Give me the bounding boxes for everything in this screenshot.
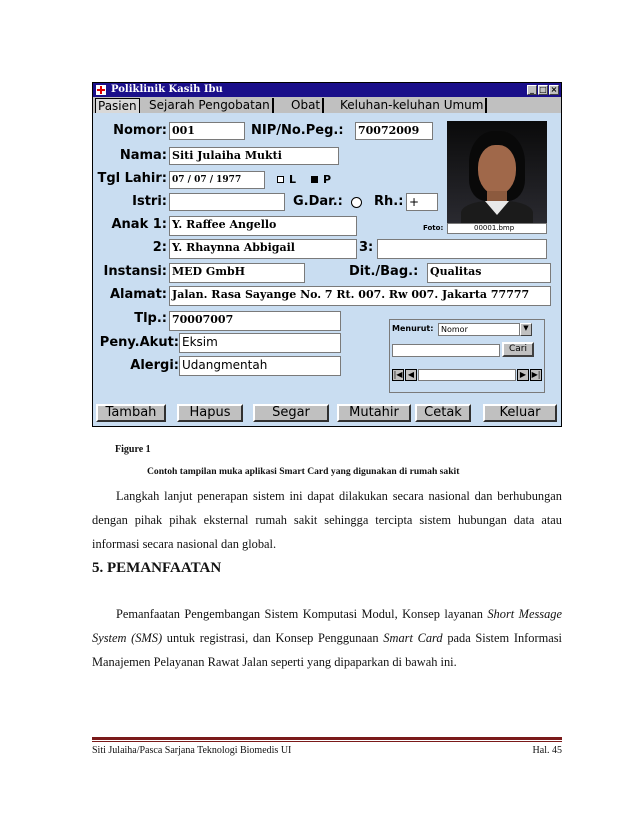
label-alergi: Alergi: — [130, 358, 179, 373]
window-title: Poliklinik Kasih Ibu — [111, 84, 223, 95]
anak3-field[interactable] — [377, 239, 547, 259]
label-nama: Nama: — [119, 148, 167, 163]
mutahir-button[interactable]: Mutahir — [337, 404, 411, 422]
rh-field[interactable]: + — [406, 193, 438, 211]
maximize-button[interactable]: □ — [539, 85, 547, 94]
label-peny-akut: Peny.Akut: — [99, 335, 179, 350]
tgl-lahir-field[interactable]: 07 / 07 / 1977 — [169, 171, 265, 189]
tab-pasien[interactable]: Pasien — [95, 98, 140, 113]
sex-l-checkbox[interactable] — [277, 176, 284, 183]
tab-sejarah-pengobatan[interactable]: Sejarah Pengobatan — [147, 98, 274, 113]
tab-strip — [93, 97, 561, 113]
label-tlp: Tlp.: — [134, 311, 167, 326]
anak2-field[interactable]: Y. Rhaynna Abbigail — [169, 239, 357, 259]
paragraph-1-text: Langkah lanjut penerapan sistem ini dapat dilakukan secara nasional dan berhubungan dengan pihak pihak eksternal rumah sakit sehingga tercipta sistem hubungan data atau informasi secara nasional dan global. — [92, 489, 562, 551]
keluar-button[interactable]: Keluar — [483, 404, 557, 422]
alergi-field[interactable]: Udangmentah — [179, 356, 341, 376]
paragraph-2-italic-smart-card: Smart Card — [383, 631, 443, 645]
label-instansi: Instansi: — [103, 264, 167, 279]
label-anak2: 2: — [152, 240, 167, 255]
minimize-button[interactable]: _ — [527, 85, 537, 95]
label-foto: Foto: — [423, 224, 444, 232]
patient-form — [93, 113, 561, 399]
label-menurut: Menurut: — [392, 324, 434, 333]
footer-page-number: Hal. 45 — [532, 745, 562, 756]
search-panel — [389, 319, 545, 393]
footer-rule — [92, 737, 562, 740]
tambah-button[interactable]: Tambah — [96, 404, 166, 422]
paragraph-1 — [92, 484, 562, 556]
patient-photo — [447, 121, 547, 223]
tab-obat[interactable]: Obat — [289, 98, 324, 113]
chevron-down-icon[interactable]: ▼ — [520, 323, 532, 336]
nama-field[interactable]: Siti Julaiha Mukti — [169, 147, 339, 165]
nomor-field[interactable]: 001 — [169, 122, 245, 140]
label-anak3: 3: — [359, 240, 374, 255]
hapus-button[interactable]: Hapus — [177, 404, 243, 422]
istri-field[interactable] — [169, 193, 285, 211]
paragraph-2-text-2: untuk registrasi, dan Konsep Penggunaan — [162, 631, 384, 645]
sex-p-checkbox[interactable] — [311, 176, 318, 183]
nip-field[interactable]: 70072009 — [355, 122, 433, 140]
cetak-button[interactable]: Cetak — [415, 404, 471, 422]
label-nip: NIP/No.Peg.: — [251, 123, 344, 138]
title-bar — [93, 83, 561, 97]
label-tgl-lahir: Tgl Lahir: — [97, 171, 167, 186]
close-button[interactable]: × — [550, 85, 558, 94]
paragraph-2 — [92, 602, 562, 674]
gdar-radio[interactable] — [351, 197, 362, 208]
label-anak1: Anak 1: — [111, 217, 167, 232]
label-alamat: Alamat: — [109, 287, 167, 302]
alamat-field[interactable]: Jalan. Rasa Sayange No. 7 Rt. 007. Rw 007. Jakarta 77777 — [169, 286, 551, 306]
label-gdar: G.Dar.: — [293, 194, 343, 209]
footer-author: Siti Julaiha/Pasca Sarjana Teknologi Biomedis UI — [92, 745, 292, 756]
section-heading: 5. PEMANFAATAN — [92, 560, 222, 576]
footer-rule-thin — [92, 741, 562, 742]
label-sex-l: L — [289, 173, 297, 186]
label-istri: Istri: — [132, 194, 167, 209]
label-rh: Rh.: — [374, 194, 404, 209]
instansi-field[interactable]: MED GmbH — [169, 263, 305, 283]
foto-file-field[interactable]: 00001.bmp — [447, 223, 547, 234]
red-cross-icon — [96, 85, 106, 95]
anak1-field[interactable]: Y. Raffee Angello — [169, 216, 357, 236]
peny-akut-field[interactable]: Eksim — [179, 333, 341, 353]
paragraph-2-text-3: pada Sistem Informasi Manajemen Pelayanan Rawat Jalan seperti yang dipaparkan di bawah ini. — [92, 631, 563, 669]
prev-record-icon[interactable]: ◀ — [405, 369, 417, 381]
next-record-icon[interactable]: ▶ — [517, 369, 529, 381]
first-record-icon[interactable]: |◀ — [393, 370, 403, 379]
figure-label: Figure 1 — [115, 444, 151, 455]
action-button-bar — [93, 399, 561, 426]
segar-button[interactable]: Segar — [253, 404, 329, 422]
paragraph-2-italic-sms: Short Message System (SMS) — [92, 607, 562, 645]
app-screenshot — [92, 82, 562, 427]
label-dit-bag: Dit./Bag.: — [349, 264, 419, 279]
dit-bag-field[interactable]: Qualitas — [427, 263, 551, 283]
tab-keluhan-umum[interactable]: Keluhan-keluhan Umum — [338, 98, 487, 113]
cari-button[interactable]: Cari — [502, 342, 534, 357]
menurut-select[interactable]: Nomor — [438, 323, 520, 336]
figure-caption: Contoh tampilan muka aplikasi Smart Card yang digunakan di rumah sakit — [147, 466, 460, 477]
label-nomor: Nomor: — [113, 123, 167, 138]
label-sex-p: P — [323, 173, 332, 186]
last-record-icon[interactable]: ▶| — [531, 370, 541, 379]
cari-input[interactable] — [392, 344, 500, 357]
tlp-field[interactable]: 70007007 — [169, 311, 341, 331]
record-scrollbar[interactable] — [418, 369, 516, 381]
paragraph-2-text-1: Pemanfaatan Pengembangan Sistem Komputasi Modul, Konsep layanan — [116, 607, 488, 621]
